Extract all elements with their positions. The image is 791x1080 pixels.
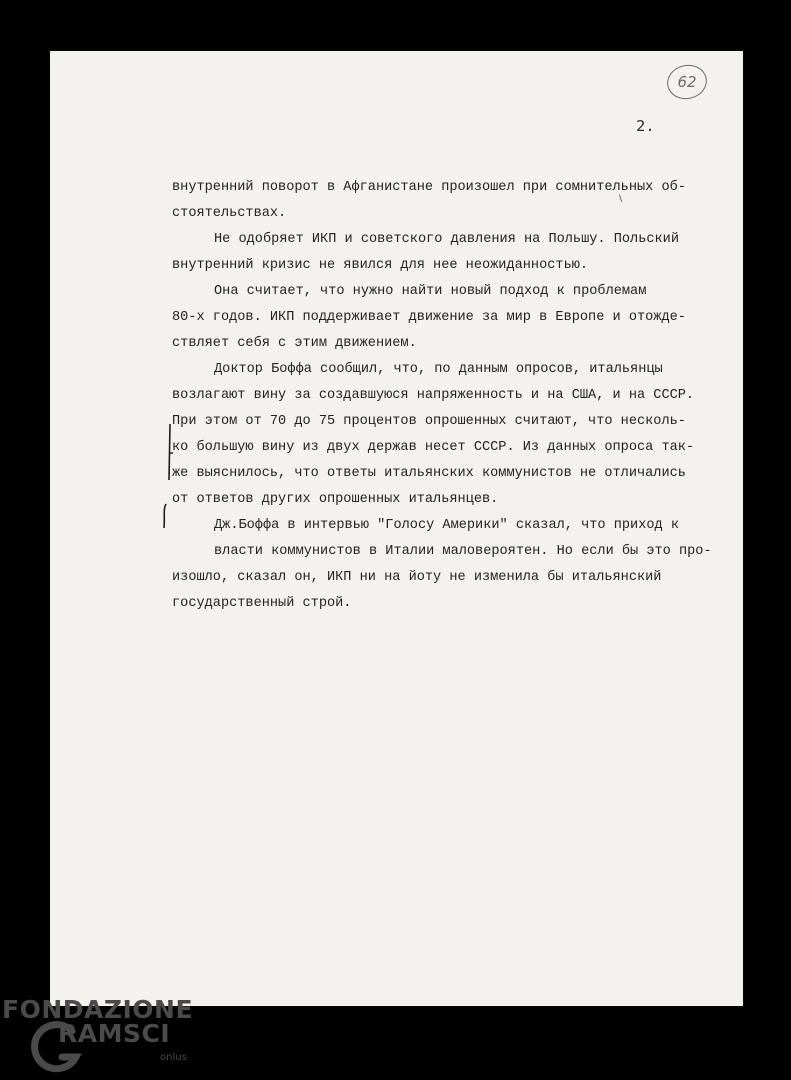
text-line: же выяснилось, что ответы итальянских коммунистов не отличались	[172, 466, 686, 481]
text-line: государственный строй.	[172, 596, 352, 611]
text-line: ко большую вину из двух держав несет СССР. Из данных опроса так-	[172, 440, 695, 455]
text-line: 80-х годов. ИКП поддерживает движение за мир в Европе и отожде-	[172, 310, 686, 325]
watermark-sub: onlus	[160, 1052, 187, 1063]
text-line: При этом от 70 до 75 процентов опрошенных считают, что несколь-	[172, 414, 686, 429]
text-line: власти коммунистов в Италии маловероятен. Но если бы это про-	[214, 544, 712, 559]
margin-mark-icon	[160, 503, 170, 529]
text-line: от ответов других опрошенных итальянцев.	[172, 492, 499, 507]
document-body	[172, 175, 712, 617]
text-line: внутренний поворот в Афганистане произошел при сомнительных об-	[172, 180, 686, 195]
document-page	[50, 51, 743, 1006]
text-line: Дж.Боффа в интервью "Голосу Америки" сказал, что приход к	[214, 518, 679, 533]
page-number: 2.	[636, 117, 655, 135]
margin-bracket-icon	[165, 423, 175, 481]
text-line: Она считает, что нужно найти новый подход к проблемам	[214, 284, 647, 299]
text-line: ствляет себя с этим движением.	[172, 336, 417, 351]
text-line: возлагают вину за создавшуюся напряженность и на США, и на СССР.	[172, 388, 695, 403]
folio-number: 62	[677, 73, 697, 91]
text-line: Доктор Боффа сообщил, что, по данным опросов, итальянцы	[214, 362, 663, 377]
text-line: стоятельствах.	[172, 206, 287, 221]
watermark-line2: RAMSCI	[58, 1019, 171, 1048]
pencil-tick-icon: \	[619, 194, 623, 204]
fondazione-gramsci-watermark	[2, 995, 202, 1075]
text-line: внутренний кризис не явился для нее неожиданностью.	[172, 258, 589, 273]
text-line: изошло, сказал он, ИКП ни на йоту не изменила бы итальянский	[172, 570, 662, 585]
text-line: Не одобряет ИКП и советского давления на Польшу. Польский	[214, 232, 679, 247]
folio-stamp	[667, 65, 707, 99]
watermark-line1: FONDAZIONE	[2, 995, 194, 1024]
